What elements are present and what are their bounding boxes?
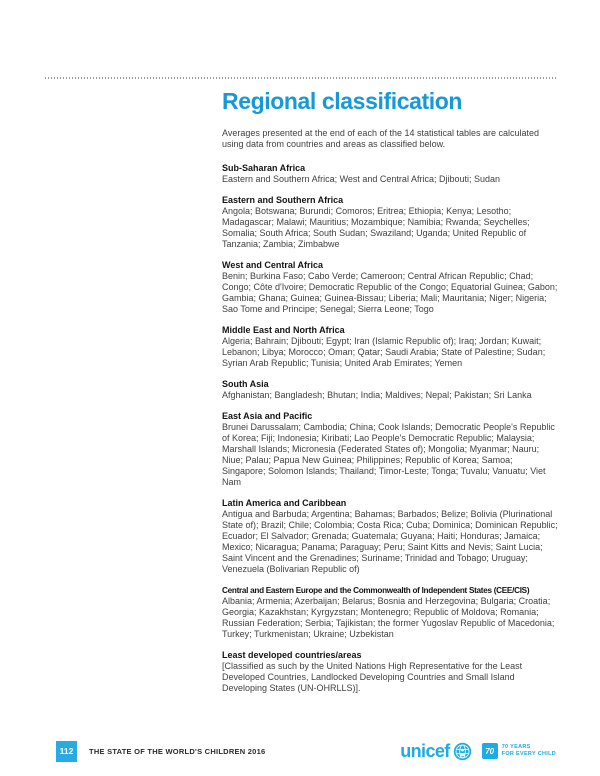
- region-section-least-developed: [222, 650, 558, 694]
- seventy-years-line1: 70 YEARS: [501, 744, 531, 750]
- seventy-years-lockup: [482, 743, 556, 759]
- region-heading: Sub-Saharan Africa: [222, 163, 306, 173]
- page-number-badge: 112: [56, 741, 77, 762]
- region-heading: East Asia and Pacific: [222, 411, 313, 421]
- region-section-west-central-africa: [222, 260, 558, 315]
- region-country-list: Benin; Burkina Faso; Cabo Verde; Cameroon; Central African Republic; Chad; Congo; Côte d'Ivoire; Democratic Republic of the Congo; Equatorial Guinea; Gabon; Gambia; Ghana; Guinea; Guinea-Bissau; Liberia; Mali; Mauritania; Niger; Nigeria; Sao Tome and Principe; Senegal; Sierra Leone; Togo: [222, 271, 558, 314]
- region-section-latin-america-caribbean: [222, 498, 558, 575]
- region-section-east-asia-pacific: [222, 411, 558, 488]
- region-country-list: Afghanistan; Bangladesh; Bhutan; India; Maldives; Nepal; Pakistan; Sri Lanka: [222, 390, 532, 400]
- region-section-eastern-southern-africa: [222, 195, 558, 250]
- region-section-middle-east-north-africa: [222, 325, 558, 369]
- seventy-years-line2: FOR EVERY CHILD: [501, 751, 556, 757]
- region-heading: Latin America and Caribbean: [222, 498, 347, 508]
- region-country-list: Albania; Armenia; Azerbaijan; Belarus; Bosnia and Herzegovina; Bulgaria; Croatia; Georgia; Kazakhstan; Kyrgyzstan; Montenegro; Republic of Moldova; Romania; Russian Federation; Serbia; Tajikistan; the former Yugoslav Republic of Macedonia; Turkey; Turkmenistan; Ukraine; Uzbekistan: [222, 596, 555, 639]
- region-country-list: Algeria; Bahrain; Djibouti; Egypt; Iran (Islamic Republic of); Iraq; Jordan; Kuwait; Lebanon; Libya; Morocco; Oman; Qatar; Saudi Arabia; State of Palestine; Sudan; Syrian Arab Republic; Tunisia; United Arab Emirates; Yemen: [222, 336, 546, 368]
- region-heading: Central and Eastern Europe and the Commonwealth of Independent States (CEE/CIS): [222, 585, 530, 595]
- region-section-south-asia: [222, 379, 558, 401]
- region-section-sub-saharan-africa: [222, 163, 558, 185]
- region-country-list: [Classified as such by the United Nations High Representative for the Least Developed Countries, Landlocked Developing Countries and Small Island Developing States (UN-OHRLLS)].: [222, 661, 523, 693]
- unicef-globe-icon: [453, 742, 472, 761]
- unicef-wordmark: unicef: [400, 741, 450, 761]
- intro-paragraph: Averages presented at the end of each of the 14 statistical tables are calculated using data from countries and areas as classified below.: [222, 128, 540, 149]
- seventy-years-caption: [502, 744, 556, 758]
- main-content: [222, 88, 558, 704]
- region-section-cee-cis: [222, 585, 558, 640]
- region-country-list: Brunei Darussalam; Cambodia; China; Cook Islands; Democratic People's Republic of Korea; Fiji; Indonesia; Kiribati; Lao People's Democratic Republic; Malaysia; Marshall Islands; Micronesia (Federated States of); Mongolia; Myanmar; Nauru; Niue; Palau; Papua New Guinea; Philippines; Republic of Korea; Samoa; Singapore; Solomon Islands; Thailand; Timor-Leste; Tonga; Tuvalu; Vanuatu; Viet Nam: [222, 422, 555, 487]
- top-dotted-divider: [45, 77, 556, 79]
- page-title: Regional classification: [222, 88, 463, 114]
- region-heading: Eastern and Southern Africa: [222, 195, 344, 205]
- region-country-list: Angola; Botswana; Burundi; Comoros; Eritrea; Ethiopia; Kenya; Lesotho; Madagascar; Malawi; Mauritius; Mozambique; Namibia; Rwanda; Seychelles; Somalia; South Africa; South Sudan; Swaziland; Uganda; United Republic of Tanzania; Zambia; Zimbabwe: [222, 206, 530, 249]
- region-heading: Least developed countries/areas: [222, 650, 362, 660]
- region-heading: West and Central Africa: [222, 260, 324, 270]
- region-country-list: Antigua and Barbuda; Argentina; Bahamas; Barbados; Belize; Bolivia (Plurinational State of); Brazil; Chile; Colombia; Costa Rica; Cuba; Dominica; Dominican Republic; Ecuador; El Salvador; Grenada; Guatemala; Guyana; Haiti; Honduras; Jamaica; Mexico; Nicaragua; Panama; Paraguay; Peru; Saint Kitts and Nevis; Saint Lucia; Saint Vincent and the Grenadines; Suriname; Trinidad and Tobago; Uruguay; Venezuela (Bolivarian Republic of): [222, 509, 558, 574]
- seventy-years-icon: 70: [482, 743, 498, 759]
- region-heading: South Asia: [222, 379, 269, 389]
- page-footer: [56, 740, 556, 762]
- report-title: THE STATE OF THE WORLD'S CHILDREN 2016: [89, 746, 266, 756]
- region-country-list: Eastern and Southern Africa; West and Central Africa; Djibouti; Sudan: [222, 174, 500, 184]
- region-heading: Middle East and North Africa: [222, 325, 345, 335]
- footer-logos: [400, 742, 556, 761]
